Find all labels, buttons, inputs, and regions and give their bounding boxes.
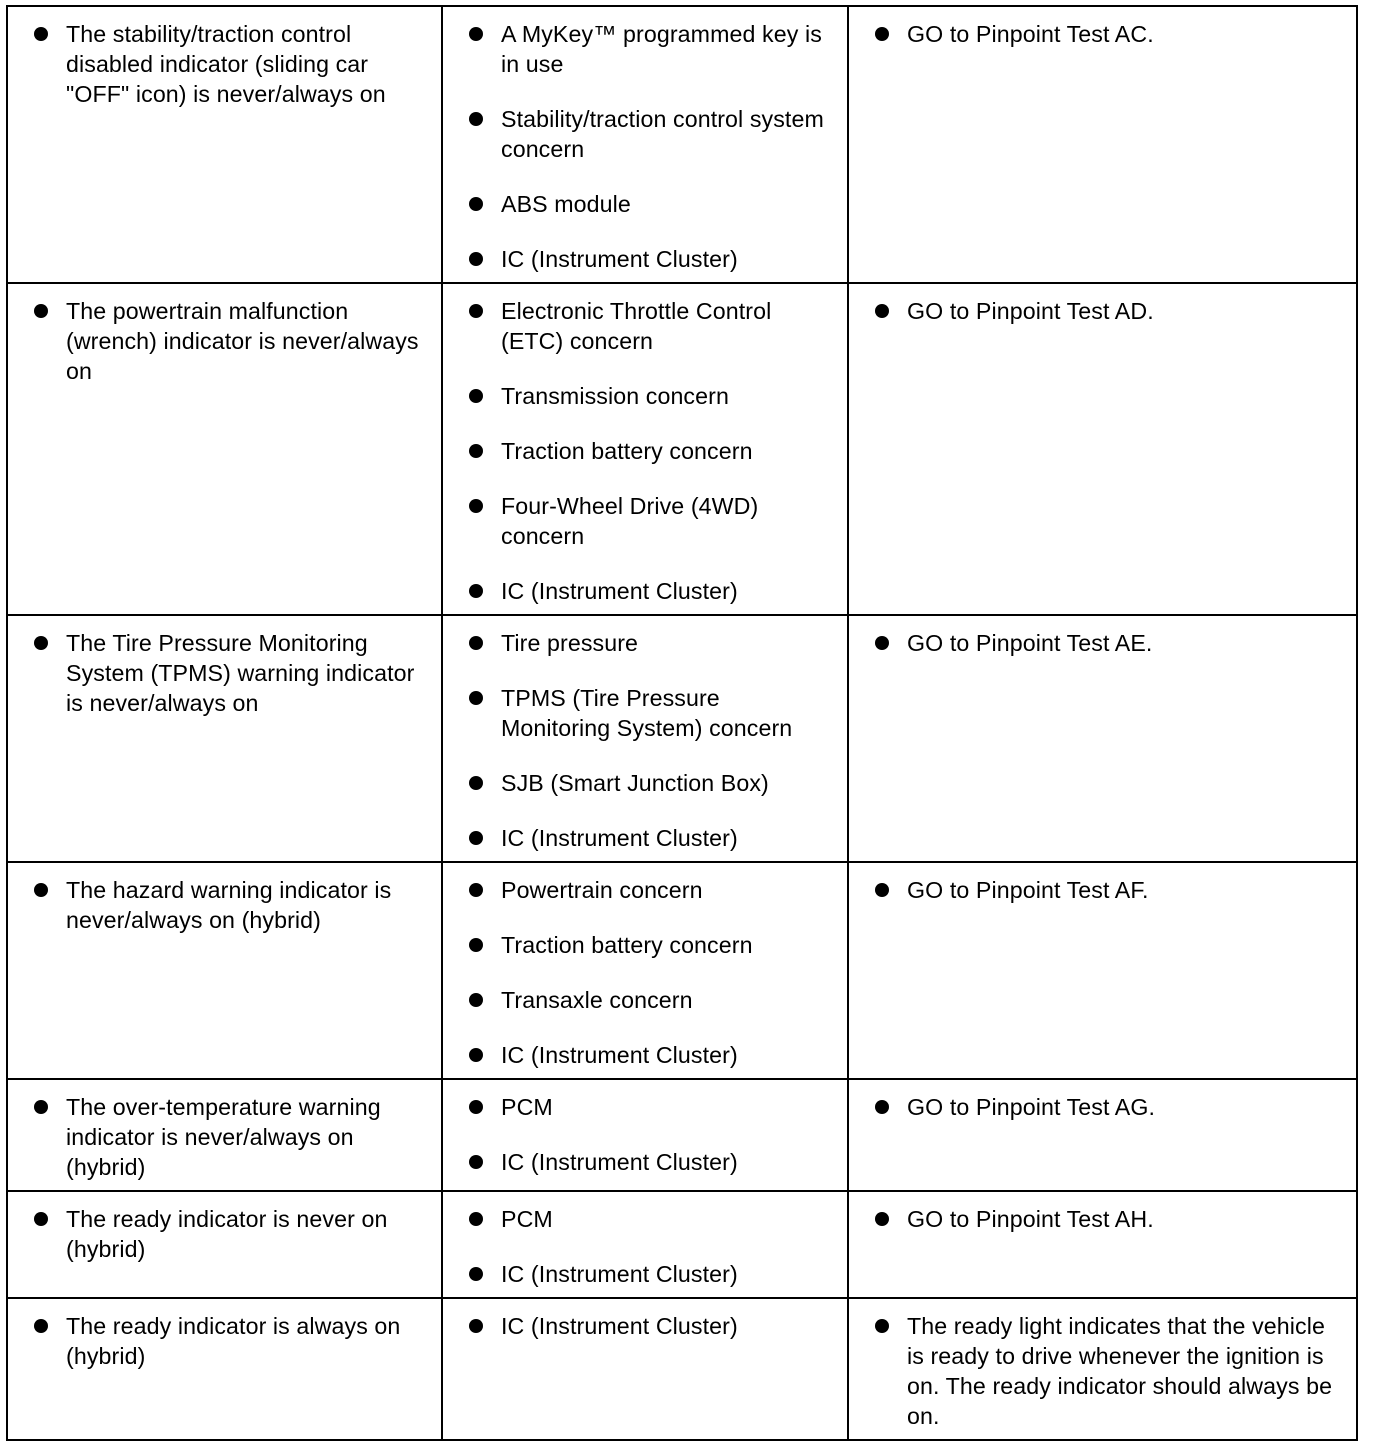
list-item-text: IC (Instrument Cluster): [501, 578, 738, 604]
list-item-text: IC (Instrument Cluster): [501, 825, 738, 851]
list-item-text: GO to Pinpoint Test AH.: [907, 1206, 1154, 1232]
list-item-text: IC (Instrument Cluster): [501, 246, 738, 272]
bullet-list: [869, 628, 1342, 658]
bullet-icon: [469, 1319, 483, 1333]
possible-source-cell: [442, 6, 848, 283]
possible-source-cell: [442, 1298, 848, 1440]
list-item: [869, 19, 1342, 49]
list-item: [869, 1092, 1342, 1122]
bullet-icon: [469, 1100, 483, 1114]
bullet-list: [28, 1092, 427, 1182]
list-item-text: Tire pressure: [501, 630, 639, 656]
list-item-text: IC (Instrument Cluster): [501, 1042, 738, 1068]
list-item: [463, 296, 833, 356]
symptom-cell: [7, 1191, 442, 1298]
list-item: [463, 1040, 833, 1070]
bullet-icon: [875, 1319, 889, 1333]
action-cell: [848, 862, 1357, 1079]
table-row: [7, 1298, 1357, 1440]
symptom-cell: [7, 862, 442, 1079]
bullet-icon: [875, 304, 889, 318]
list-item-text: Powertrain concern: [501, 877, 703, 903]
action-cell: [848, 283, 1357, 615]
bullet-icon: [469, 636, 483, 650]
list-item-text: GO to Pinpoint Test AG.: [907, 1094, 1156, 1120]
list-item: [28, 1204, 427, 1264]
bullet-list: [869, 1311, 1342, 1431]
list-item: [463, 244, 833, 274]
list-item-text: The ready indicator is never on (hybrid): [66, 1206, 388, 1262]
action-cell: [848, 1191, 1357, 1298]
list-item-text: PCM: [501, 1094, 553, 1120]
list-item: [463, 189, 833, 219]
symptom-cell: [7, 615, 442, 862]
symptom-cell: [7, 283, 442, 615]
bullet-icon: [469, 1267, 483, 1281]
list-item: [28, 296, 427, 386]
action-cell: [848, 1298, 1357, 1440]
list-item: [463, 19, 833, 79]
possible-source-cell: [442, 283, 848, 615]
bullet-list: [463, 19, 833, 274]
bullet-icon: [34, 304, 48, 318]
list-item-text: IC (Instrument Cluster): [501, 1149, 738, 1175]
bullet-icon: [469, 938, 483, 952]
bullet-list: [463, 875, 833, 1070]
bullet-icon: [875, 27, 889, 41]
bullet-icon: [34, 1319, 48, 1333]
bullet-list: [28, 628, 427, 718]
action-cell: [848, 1079, 1357, 1191]
list-item: [28, 1092, 427, 1182]
list-item-text: The stability/traction control disabled indicator (sliding car "OFF" icon) is never/always on: [66, 21, 386, 107]
list-item: [463, 628, 833, 658]
table-row: [7, 862, 1357, 1079]
bullet-icon: [469, 252, 483, 266]
list-item-text: GO to Pinpoint Test AD.: [907, 298, 1154, 324]
bullet-icon: [875, 636, 889, 650]
bullet-icon: [875, 883, 889, 897]
symptom-chart-body: [7, 6, 1357, 1440]
bullet-list: [28, 1311, 427, 1371]
list-item-text: Traction battery concern: [501, 438, 753, 464]
list-item-text: The ready light indicates that the vehicle is ready to drive whenever the ignition is on. The ready indicator should always be on.: [907, 1313, 1333, 1429]
list-item: [28, 1311, 427, 1371]
list-item-text: The hazard warning indicator is never/always on (hybrid): [66, 877, 392, 933]
list-item-text: The ready indicator is always on (hybrid): [66, 1313, 401, 1369]
bullet-icon: [469, 499, 483, 513]
list-item-text: SJB (Smart Junction Box): [501, 770, 769, 796]
list-item: [463, 1204, 833, 1234]
list-item-text: The Tire Pressure Monitoring System (TPMS) warning indicator is never/always on: [66, 630, 415, 716]
table-row: [7, 1191, 1357, 1298]
bullet-icon: [34, 27, 48, 41]
table-row: [7, 283, 1357, 615]
bullet-list: [28, 1204, 427, 1264]
bullet-icon: [469, 389, 483, 403]
list-item: [463, 436, 833, 466]
bullet-icon: [469, 584, 483, 598]
action-cell: [848, 615, 1357, 862]
table-row: [7, 1079, 1357, 1191]
list-item: [28, 19, 427, 109]
table-row: [7, 6, 1357, 283]
list-item: [463, 875, 833, 905]
bullet-list: [463, 1092, 833, 1177]
bullet-icon: [469, 27, 483, 41]
bullet-icon: [34, 883, 48, 897]
bullet-icon: [469, 691, 483, 705]
list-item: [463, 930, 833, 960]
bullet-icon: [469, 831, 483, 845]
bullet-icon: [875, 1100, 889, 1114]
bullet-list: [869, 875, 1342, 905]
list-item: [869, 875, 1342, 905]
bullet-icon: [469, 993, 483, 1007]
list-item-text: Traction battery concern: [501, 932, 753, 958]
list-item: [869, 296, 1342, 326]
list-item-text: IC (Instrument Cluster): [501, 1313, 738, 1339]
possible-source-cell: [442, 1191, 848, 1298]
bullet-list: [463, 1204, 833, 1289]
bullet-icon: [875, 1212, 889, 1226]
symptom-chart-table: [6, 5, 1358, 1441]
bullet-list: [463, 628, 833, 853]
bullet-icon: [469, 304, 483, 318]
list-item: [463, 491, 833, 551]
list-item-text: Electronic Throttle Control (ETC) concern: [501, 298, 772, 354]
bullet-icon: [34, 636, 48, 650]
bullet-icon: [469, 883, 483, 897]
list-item-text: PCM: [501, 1206, 553, 1232]
bullet-list: [28, 296, 427, 386]
bullet-list: [463, 1311, 833, 1341]
list-item: [869, 1311, 1342, 1431]
list-item: [463, 823, 833, 853]
symptom-cell: [7, 1079, 442, 1191]
list-item: [463, 576, 833, 606]
bullet-icon: [469, 112, 483, 126]
bullet-list: [869, 1204, 1342, 1234]
list-item: [463, 1147, 833, 1177]
list-item-text: The over-temperature warning indicator is never/always on (hybrid): [66, 1094, 381, 1180]
list-item: [463, 1311, 833, 1341]
bullet-list: [463, 296, 833, 606]
list-item: [463, 768, 833, 798]
list-item-text: GO to Pinpoint Test AE.: [907, 630, 1153, 656]
list-item-text: TPMS (Tire Pressure Monitoring System) concern: [501, 685, 793, 741]
list-item-text: A MyKey™ programmed key is in use: [501, 21, 822, 77]
possible-source-cell: [442, 615, 848, 862]
list-item-text: ABS module: [501, 191, 631, 217]
list-item: [28, 875, 427, 935]
list-item-text: IC (Instrument Cluster): [501, 1261, 738, 1287]
bullet-list: [28, 19, 427, 109]
symptom-cell: [7, 1298, 442, 1440]
bullet-icon: [34, 1212, 48, 1226]
possible-source-cell: [442, 1079, 848, 1191]
list-item: [463, 1259, 833, 1289]
bullet-icon: [469, 1155, 483, 1169]
list-item-text: Transmission concern: [501, 383, 729, 409]
list-item: [463, 683, 833, 743]
list-item: [28, 628, 427, 718]
list-item: [869, 628, 1342, 658]
bullet-icon: [469, 776, 483, 790]
list-item: [869, 1204, 1342, 1234]
list-item-text: Four-Wheel Drive (4WD) concern: [501, 493, 759, 549]
table-row: [7, 615, 1357, 862]
bullet-list: [869, 296, 1342, 326]
possible-source-cell: [442, 862, 848, 1079]
symptom-cell: [7, 6, 442, 283]
bullet-icon: [469, 197, 483, 211]
list-item: [463, 985, 833, 1015]
bullet-icon: [469, 1048, 483, 1062]
list-item-text: GO to Pinpoint Test AC.: [907, 21, 1154, 47]
bullet-list: [869, 19, 1342, 49]
bullet-icon: [469, 444, 483, 458]
list-item-text: Stability/traction control system concern: [501, 106, 824, 162]
list-item-text: The powertrain malfunction (wrench) indicator is never/always on: [66, 298, 419, 384]
bullet-list: [28, 875, 427, 935]
list-item: [463, 1092, 833, 1122]
list-item: [463, 381, 833, 411]
bullet-icon: [469, 1212, 483, 1226]
list-item-text: Transaxle concern: [501, 987, 693, 1013]
bullet-icon: [34, 1100, 48, 1114]
list-item-text: GO to Pinpoint Test AF.: [907, 877, 1149, 903]
action-cell: [848, 6, 1357, 283]
bullet-list: [869, 1092, 1342, 1122]
list-item: [463, 104, 833, 164]
